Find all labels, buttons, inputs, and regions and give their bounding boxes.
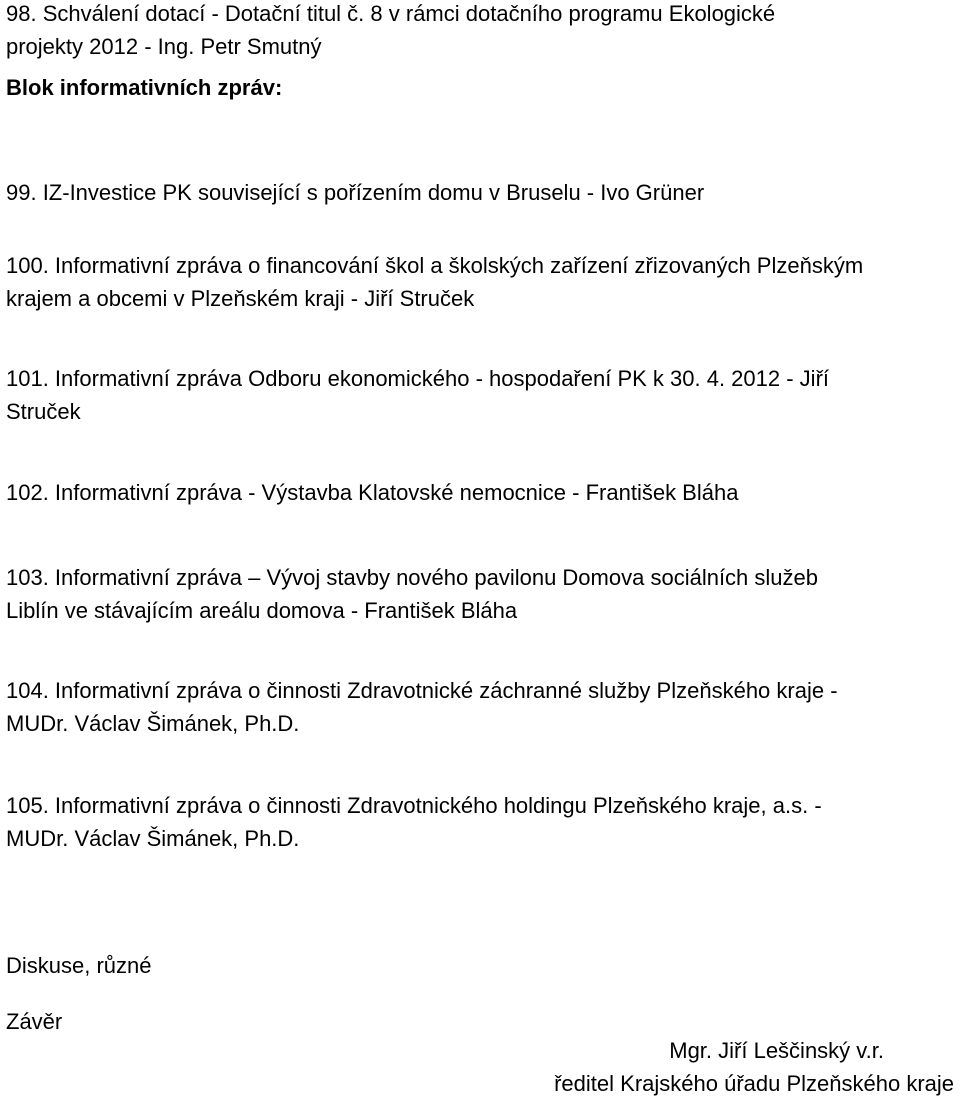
agenda-item-text: 105. Informativní zpráva o činnosti Zdravotnického holdingu Plzeňského kraje, a.s. -	[6, 793, 822, 818]
document-page	[6, 0, 954, 1094]
agenda-item-105	[6, 789, 954, 855]
agenda-item-100	[6, 249, 954, 315]
agenda-item-text: 99. IZ-Investice PK související s pořízením domu v Bruselu - Ivo Grüner	[6, 180, 705, 205]
signature-name: Mgr. Jiří Leščinský v.r.	[669, 1038, 884, 1063]
agenda-item-text-continued: krajem a obcemi v Plzeňském kraji - Jiří Struček	[6, 286, 475, 311]
agenda-item-102	[6, 476, 954, 509]
agenda-item-103	[6, 561, 954, 627]
conclusion-heading: Závěr	[6, 1009, 63, 1034]
agenda-item-text-continued: projekty 2012 - Ing. Petr Smutný	[6, 34, 322, 59]
signature-title: ředitel Krajského úřadu Plzeňského kraje	[554, 1071, 954, 1096]
agenda-item-text: 103. Informativní zpráva – Vývoj stavby nového pavilonu Domova sociálních služeb	[6, 565, 818, 590]
agenda-item-text: 102. Informativní zpráva - Výstavba Klatovské nemocnice - František Bláha	[6, 480, 739, 505]
agenda-item-104	[6, 674, 954, 740]
agenda-item-text-continued: Liblín ve stávajícím areálu domova - František Bláha	[6, 598, 518, 623]
agenda-item-98	[6, 0, 954, 63]
signature-block	[554, 1034, 954, 1100]
agenda-item-text: 104. Informativní zpráva o činnosti Zdravotnické záchranné služby Plzeňského kraje -	[6, 678, 838, 703]
agenda-item-text-continued: MUDr. Václav Šimánek, Ph.D.	[6, 826, 300, 851]
agenda-item-text: 98. Schválení dotací - Dotační titul č. 8 v rámci dotačního programu Ekologické	[6, 1, 776, 26]
agenda-item-text-continued: MUDr. Václav Šimánek, Ph.D.	[6, 711, 300, 736]
section-heading: Blok informativních zpráv:	[6, 75, 283, 100]
agenda-item-101	[6, 362, 954, 428]
agenda-item-99	[6, 176, 954, 209]
agenda-item-text: 101. Informativní zpráva Odboru ekonomického - hospodaření PK k 30. 4. 2012 - Jiří	[6, 366, 830, 391]
agenda-item-text-continued: Struček	[6, 399, 81, 424]
agenda-item-text: 100. Informativní zpráva o financování škol a školských zařízení zřizovaných Plzeňským	[6, 253, 864, 278]
discussion-heading: Diskuse, různé	[6, 953, 152, 978]
